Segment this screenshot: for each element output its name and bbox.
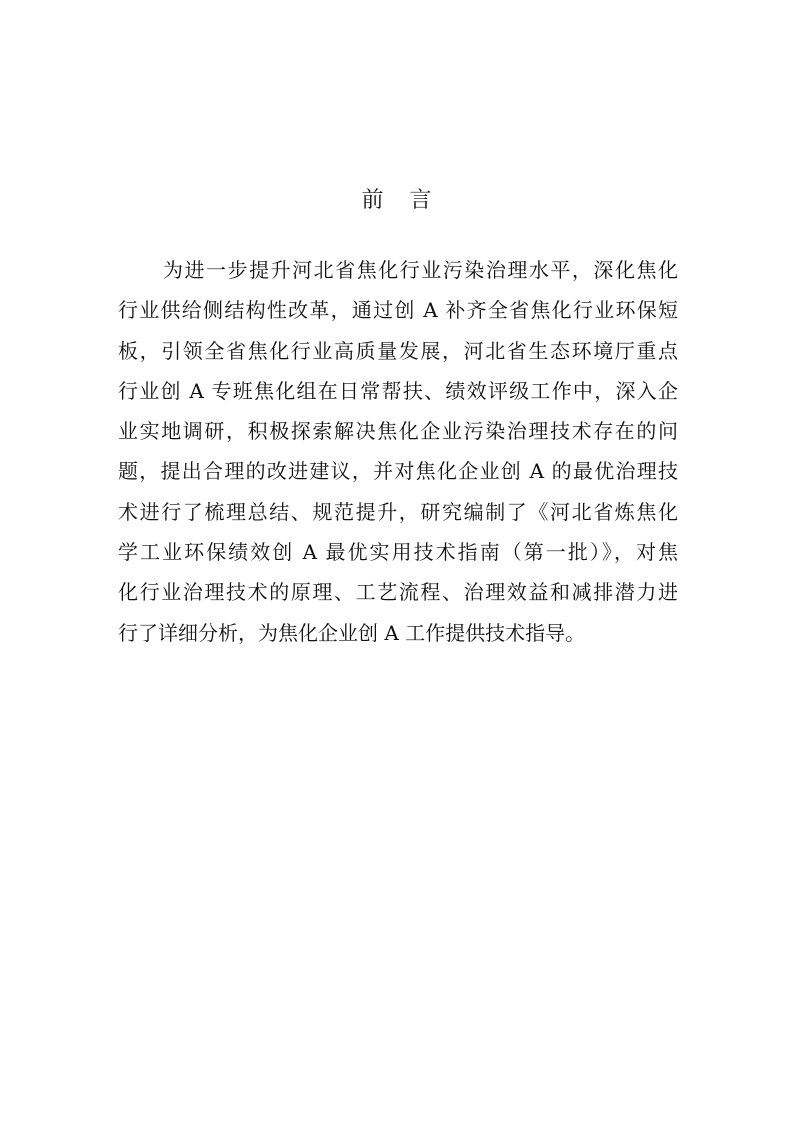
preface-paragraph — [118, 250, 678, 653]
paragraph-line-8: 学工业环保绩效创 A 最优实用技术指南（第一批）》，对焦 — [118, 540, 678, 565]
paragraph-line-5: 业实地调研，积极探索解决焦化企业污染治理技术存在的问 — [118, 419, 678, 444]
paragraph-line-2: 行业供给侧结构性改革，通过创 A 补齐全省焦化行业环保短 — [118, 298, 678, 323]
paragraph-line-10: 行了详细分析，为焦化企业创 A 工作提供技术指导。 — [118, 620, 586, 645]
paragraph-line-4: 行业创 A 专班焦化组在日常帮扶、绩效评级工作中，深入企 — [118, 378, 678, 403]
title-char-1: 前 — [361, 188, 384, 213]
paragraph-line-1: 为进一步提升河北省焦化行业污染治理水平，深化焦化 — [163, 258, 678, 282]
paragraph-line-3: 板，引领全省焦化行业高质量发展，河北省生态环境厅重点 — [118, 338, 678, 363]
paragraph-line-7: 术进行了梳理总结、规范提升，研究编制了《河北省炼焦化 — [118, 499, 678, 524]
page-title — [0, 184, 793, 218]
paragraph-line-6: 题，提出合理的改进建议，并对焦化企业创 A 的最优治理技 — [118, 459, 678, 484]
paragraph-line-9: 化行业治理技术的原理、工艺流程、治理效益和减排潜力进 — [118, 580, 678, 605]
title-char-2: 言 — [409, 188, 432, 213]
